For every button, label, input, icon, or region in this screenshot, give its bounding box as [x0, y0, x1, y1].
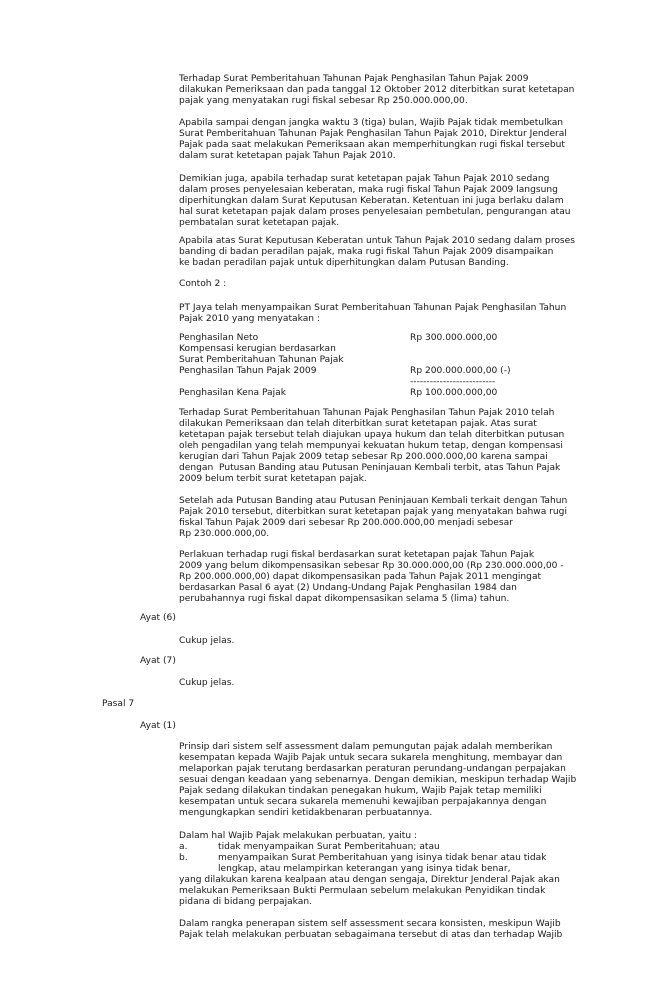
- paragraph: Demikian juga, apabila terhadap surat ketetapan pajak Tahun Pajak 2010 sedang dalam proses penyelesaian keberatan, maka rugi fiskal Tahun Pajak 2009 langsung diperhitungkan dalam Surat Keputusan Keberatan. Ketentuan ini juga berlaku dalam hal surat ketetapan pajak dalam proses penyelesaian pembetulan, pengurangan atau pembatalan surat ketetapan pajak.: [179, 174, 571, 228]
- example-intro: PT Jaya telah menyampaikan Surat Pemberitahuan Tahunan Pajak Penghasilan Tahun Pajak 2010 yang menyatakan :: [179, 303, 567, 324]
- calc-total-value: Rp 100.000.000,00: [410, 388, 498, 398]
- paragraph: Dalam rangka penerapan sistem self assessment secara konsisten, meskipun Wajib Pajak telah melakukan perbuatan sebagaimana tersebut di atas dan terhadap Wajib: [179, 919, 563, 940]
- ayat-heading: Ayat (7): [140, 656, 176, 666]
- ayat-heading: Ayat (1): [140, 721, 176, 731]
- paragraph: Terhadap Surat Pemberitahuan Tahunan Pajak Penghasilan Tahun Pajak 2010 telah dilakukan Pemeriksaan dan telah diterbitkan surat ketetapan pajak. Atas surat ketetapan pajak tersebut telah diajukan upaya hukum dan telah diterbitkan putusan oleh pengadilan yang telah mempunyai kekuatan hukum tetap, dengan kompensasi kerugian dari Tahun Pajak 2009 tetap sebesar Rp 200.000.000,00 karena sampai dengan Putusan Banding atau Putusan Peninjauan Kembali terbit, atas Tahun Pajak 2009 belum terbit surat ketetapan pajak.: [179, 408, 565, 484]
- calc-value: Rp 300.000.000,00: [410, 333, 498, 343]
- paragraph: Perlakuan terhadap rugi fiskal berdasarkan surat ketetapan pajak Tahun Pajak 2009 yang belum dikompensasikan sebesar Rp 30.000.000,00 (Rp 230.000.000,00 - Rp 200.000.000,00) dapat dikompensasikan pada Tahun Pajak 2011 mengingat berdasarkan Pasal 6 ayat (2) Undang-Undang Pajak Penghasilan 1984 dan perubahannya rugi fiskal dapat dikompensasikan selama 5 (lima) tahun.: [179, 550, 564, 604]
- calc-total-label: Penghasilan Kena Pajak: [179, 388, 286, 398]
- list-item: tidak menyampaikan Surat Pemberitahuan; atau: [218, 842, 440, 852]
- calc-separator: --------------------------: [410, 377, 496, 387]
- ayat-text: Cukup jelas.: [179, 636, 235, 646]
- paragraph: Terhadap Surat Pemberitahuan Tahunan Pajak Penghasilan Tahun Pajak 2009 dilakukan Pemeriksaan dan pada tanggal 12 Oktober 2012 diterbitkan surat ketetapan pajak yang menyatakan rugi fiskal sebesar Rp 250.000.000,00.: [179, 74, 575, 106]
- paragraph: Setelah ada Putusan Banding atau Putusan Peninjauan Kembali terkait dengan Tahun Pajak 2010 tersebut, diterbitkan surat ketetapan pajak yang menyatakan bahwa rugi fiskal Tahun Pajak 2009 dari sebesar Rp 200.000.000,00 menjadi sebesar Rp 230.000.000,00.: [179, 496, 568, 539]
- paragraph: Apabila atas Surat Keputusan Keberatan untuk Tahun Pajak 2010 sedang dalam proses banding di badan peradilan pajak, maka rugi fiskal Tahun Pajak 2009 disampaikan ke badan peradilan pajak untuk diperhitungkan dalam Putusan Banding.: [179, 236, 576, 268]
- calc-label: Penghasilan Neto: [179, 333, 259, 343]
- example-heading: Contoh 2 :: [179, 279, 227, 289]
- calc-value: Rp 200.000.000,00 (-): [410, 366, 511, 376]
- ayat-heading: Ayat (6): [140, 613, 176, 623]
- paragraph: Dalam hal Wajib Pajak melakukan perbuatan, yaitu :: [179, 831, 418, 841]
- list-marker: b.: [179, 853, 188, 863]
- list-item: menyampaikan Surat Pemberitahuan yang isinya tidak benar atau tidak lengkap, atau melampirkan keterangan yang isinya tidak benar,: [218, 853, 547, 874]
- calc-label: Kompensasi kerugian berdasarkan Surat Pemberitahuan Tahunan Pajak Penghasilan Tahun Pajak 2009: [179, 344, 344, 376]
- list-marker: a.: [179, 842, 188, 852]
- paragraph: Prinsip dari sistem self assessment dalam pemungutan pajak adalah memberikan kesempatan kepada Wajib Pajak untuk secara sukarela menghitung, membayar dan melaporkan pajak terutang berdasarkan peraturan perundang-undangan perpajakan sesuai dengan keadaan yang sebenarnya. Dengan demikian, meskipun terhadap Wajib Pajak sedang dilakukan tindakan penegakan hukum, Wajib Pajak tetap memiliki kesempatan untuk secara sukarela memenuhi kewajiban perpajakannya dengan mengungkapkan sendiri ketidakbenaran perbuatannya.: [179, 742, 577, 818]
- ayat-text: Cukup jelas.: [179, 678, 235, 688]
- paragraph: Apabila sampai dengan jangka waktu 3 (tiga) bulan, Wajib Pajak tidak membetulkan Surat Pemberitahuan Tahunan Pajak Penghasilan Tahun Pajak 2010, Direktur Jenderal Pajak pada saat melakukan Pemeriksaan akan memperhitungkan rugi fiskal tersebut dalam surat ketetapan pajak Tahun Pajak 2010.: [179, 118, 567, 161]
- paragraph: yang dilakukan karena kealpaan atau dengan sengaja, Direktur Jenderal Pajak akan melakukan Pemeriksaan Bukti Permulaan sebelum melakukan Penyidikan tindak pidana di bidang perpajakan.: [179, 875, 560, 907]
- pasal-heading: Pasal 7: [102, 699, 135, 709]
